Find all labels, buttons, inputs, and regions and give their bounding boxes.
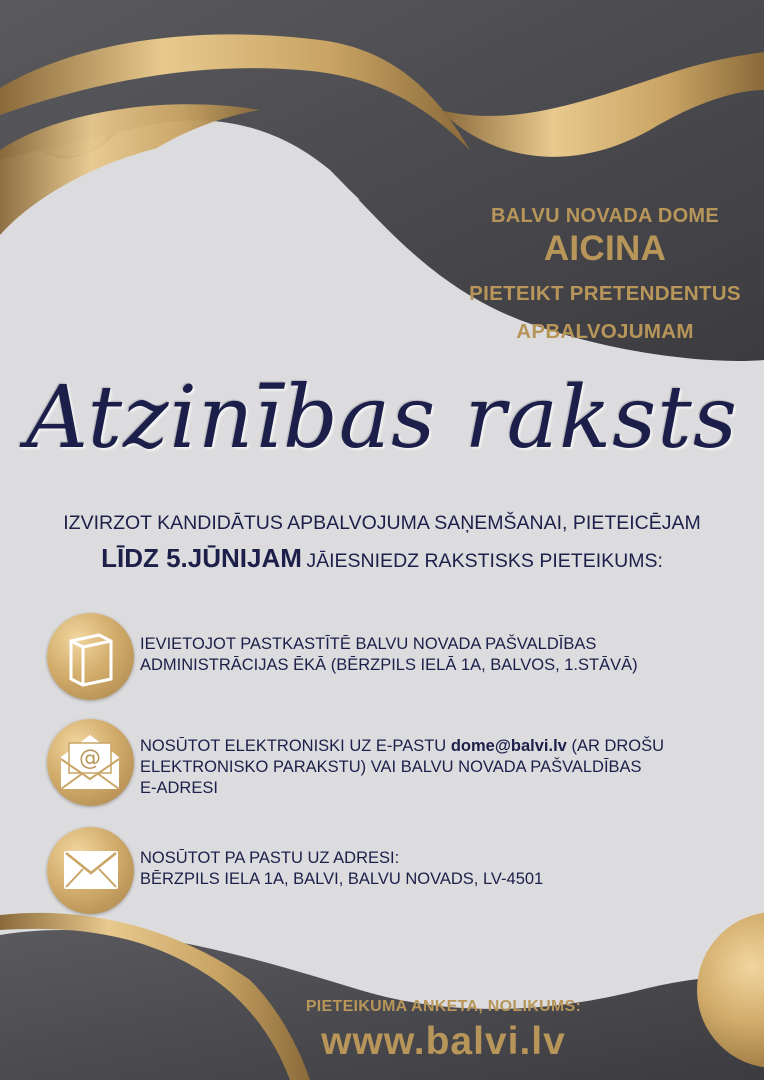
invite-heading: AICINA <box>543 229 667 268</box>
intro-line-1: IZVIRZOT KANDIDĀTUS APBALVOJUMA SAŅEMŠANAI, PIETEICĒJAM <box>63 512 701 534</box>
website-link[interactable]: www.balvi.lv <box>321 1020 566 1063</box>
method-3-text <box>140 848 740 890</box>
box-icon <box>47 613 134 700</box>
invite-line-4: APBALVOJUMAM <box>516 320 694 343</box>
method-2-line-1-post: (AR DROŠU <box>571 737 665 755</box>
method-1-line-2: ADMINISTRĀCIJAS ĒKĀ (BĒRZPILS IELĀ 1A, BALVOS, 1.STĀVĀ) <box>140 656 638 674</box>
org-name: BALVU NOVADA DOME <box>490 205 720 227</box>
method-2-line-3: E-ADRESI <box>140 779 218 797</box>
invite-line-3: PIETEIKT PRETENDENTUS <box>469 282 741 305</box>
intro-line-2-rest: JĀIESNIEDZ RAKSTISKS PIETEIKUMS: <box>306 550 663 572</box>
envelope-icon <box>47 827 134 914</box>
svg-text:@: @ <box>79 746 101 771</box>
poster-title: Atzinības raksts <box>26 368 738 468</box>
method-1-line-1: IEVIETOJOT PASTKASTĪTĒ BALVU NOVADA PAŠVALDĪBAS <box>140 635 597 653</box>
email-icon <box>47 719 134 806</box>
method-2-line-2: ELEKTRONISKO PARAKSTU) VAI BALVU NOVADA PAŠVALDĪBAS <box>140 758 642 776</box>
footer-label: PIETEIKUMA ANKETA, NOLIKUMS: <box>305 998 582 1015</box>
method-2-line-1 <box>140 736 740 757</box>
deadline: LĪDZ 5.JŪNIJAM <box>101 543 302 573</box>
email-address: dome@balvi.lv <box>450 737 567 755</box>
method-1-text <box>140 634 740 676</box>
method-3-line-1: NOSŪTOT PA PASTU UZ ADRESI: <box>140 849 400 867</box>
method-2-text <box>140 736 740 799</box>
method-2-line-1-pre: NOSŪTOT ELEKTRONISKI UZ E-PASTU <box>140 737 447 755</box>
intro-line-2 <box>0 543 764 574</box>
method-3-line-2: BĒRZPILS IELA 1A, BALVI, BALVU NOVADS, LV-4501 <box>140 870 544 888</box>
